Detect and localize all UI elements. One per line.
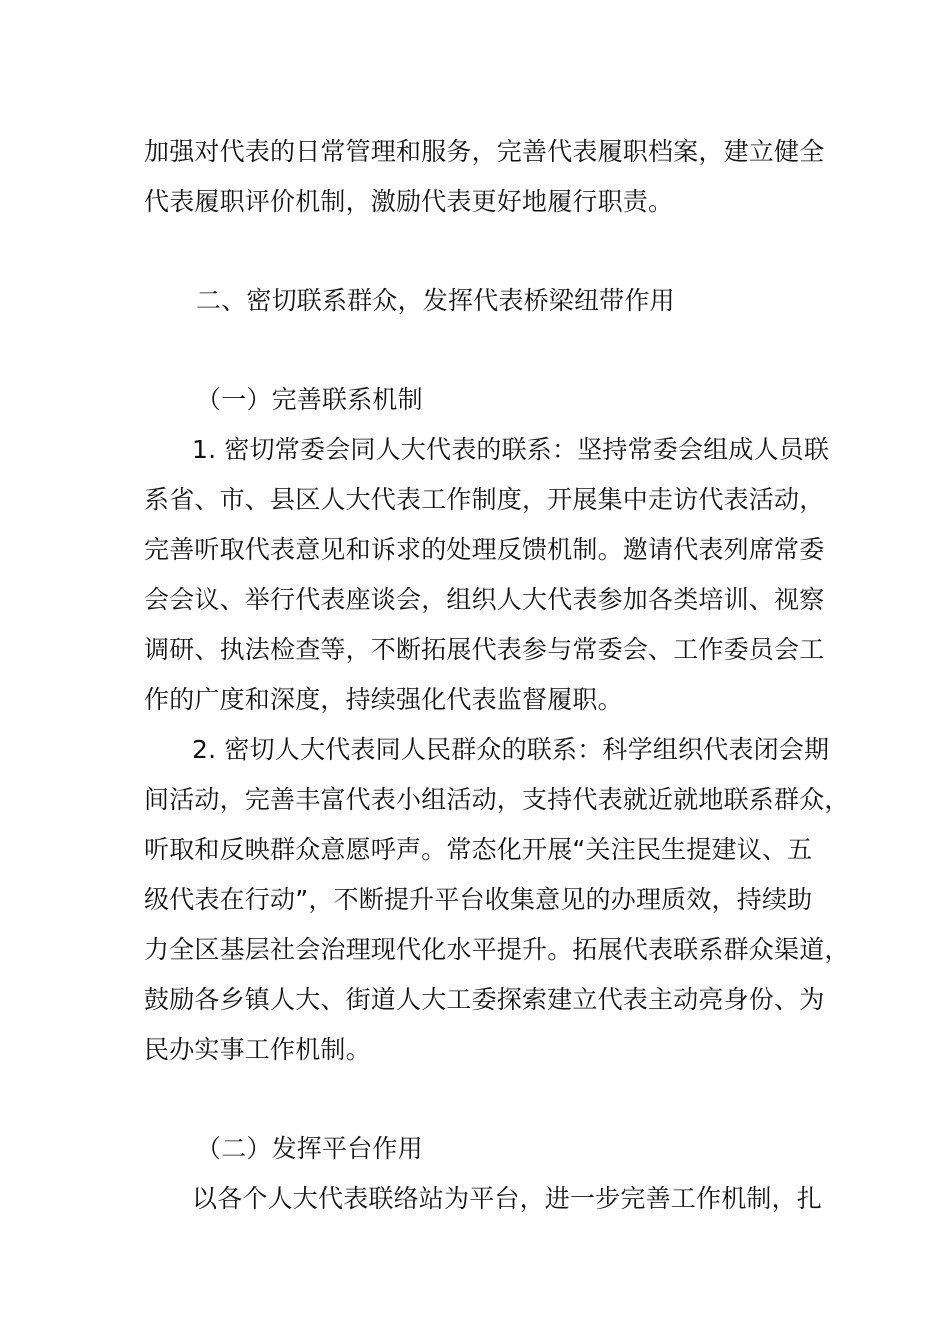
subsection-heading: （二）发挥平台作用 xyxy=(196,1134,423,1163)
paragraph-line: 以各个人大代表联络站为平台，进一步完善工作机制，扎 xyxy=(192,1184,823,1213)
paragraph-line: 力全区基层社会治理现代化水平提升。拓展代表联系群众渠道， xyxy=(144,935,850,964)
paragraph-line: 完善听取代表意见和诉求的处理反馈机制。邀请代表列席常委 xyxy=(144,535,825,564)
paragraph-line: 系省、市、县区人大代表工作制度，开展集中走访代表活动， xyxy=(144,485,825,514)
paragraph-line: 间活动，完善丰富代表小组活动，支持代表就近就地联系群众， xyxy=(144,785,850,814)
paragraph-line: 鼓励各乡镇人大、街道人大工委探索建立代表主动亮身份、为 xyxy=(144,985,825,1014)
paragraph-line: 代表履职评价机制，激励代表更好地履行职责。 xyxy=(144,187,674,216)
paragraph-line: 2. 密切人大代表同人民群众的联系：科学组织代表闭会期 xyxy=(192,735,830,764)
paragraph-line: 会会议、举行代表座谈会，组织人大代表参加各类培训、视察 xyxy=(144,585,825,614)
subsection-heading: （一）完善联系机制 xyxy=(196,385,423,414)
paragraph-line: 1. 密切常委会同人大代表的联系：坚持常委会组成人员联 xyxy=(192,435,830,464)
paragraph-line: 级代表在行动”，不断提升平台收集意见的办理质效，持续助 xyxy=(144,885,813,914)
section-heading: 二、密切联系群众，发挥代表桥梁纽带作用 xyxy=(196,286,675,315)
paragraph-line: 民办实事工作机制。 xyxy=(144,1035,371,1064)
paragraph-line: 作的广度和深度，持续强化代表监督履职。 xyxy=(144,685,623,714)
paragraph-line: 听取和反映群众意愿呼声。常态化开展“关注民生提建议、五 xyxy=(144,835,813,864)
paragraph-line: 调研、执法检查等，不断拓展代表参与常委会、工作委员会工 xyxy=(144,635,825,664)
paragraph-line: 加强对代表的日常管理和服务，完善代表履职档案，建立健全 xyxy=(144,137,825,166)
